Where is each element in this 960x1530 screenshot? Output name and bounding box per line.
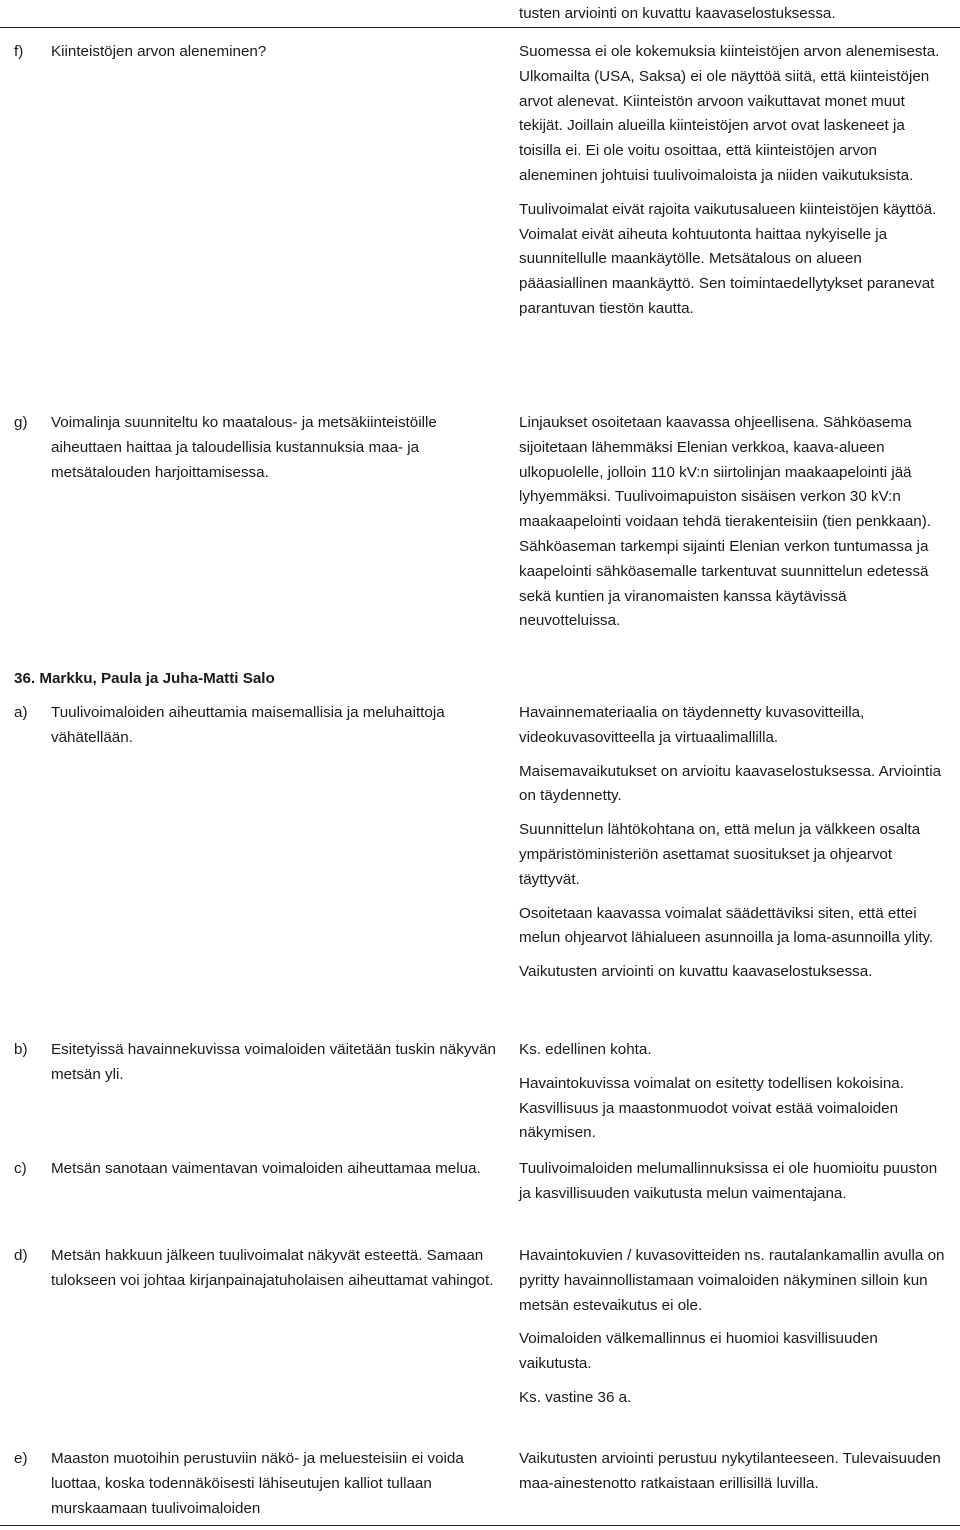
answer-e — [519, 1447, 949, 1497]
answer-paragraph: Linjaukset osoitetaan kaavassa ohjeellisena. Sähköasema sijoitetaan lähemmäksi Elenian verkkoa, kaava-alueen ulkopuolelle, jolloin 110 kV:n siirtolinjan maakaapelointi jää lyhyemmäksi. Tuulivoimapuiston sisäisen verkon 30 kV:n maakaapelointi voidaan tehdä tierakenteisiin (tien penkkaan). Sähköaseman tarkempi sijainti Elenian verkon tuntumassa ja kaapelointi sähköasemalle tarkentuvat suunnittelun edetessä sekä kuntien ja viranomaisten kanssa käytävissä neuvotteluissa. — [519, 414, 932, 630]
answer-b — [519, 1038, 949, 1146]
question-text: Maaston muotoihin perustuviin näkö- ja meluesteisiin ei voida luottaa, koska todennäköisesti lähiseutujen kalliot tullaan murskaamaan tuulivoimaloiden — [51, 1450, 464, 1517]
section-heading: 36. Markku, Paula ja Juha-Matti Salo — [14, 670, 275, 687]
question-e — [14, 1447, 494, 1517]
answer-d — [519, 1244, 949, 1411]
item-letter: b) — [14, 1041, 28, 1058]
table-bottom-border — [0, 1525, 960, 1526]
answer-paragraph: Havainnemateriaalia on täydennetty kuvasovitteilla, videokuvasovitteella ja virtuaalimallilla. — [519, 704, 865, 746]
question-c — [14, 1157, 494, 1182]
question-text: Metsän sanotaan vaimentavan voimaloiden aiheuttamaa melua. — [51, 1160, 481, 1177]
answer-paragraph: Tuulivoimalat eivät rajoita vaikutusalueen kiinteistöjen käyttöä. Voimalat eivät aiheuta kohtuutonta haittaa nykyiselle ja suunnitellulle maankäytölle. Metsätalous on alueen pääasiallinen maankäyttö. Sen toimintaedellytykset paranevat parantuvan tiestön kautta. — [519, 200, 937, 317]
question-text: Voimalinja suunniteltu ko maatalous- ja metsäkiinteistöille aiheuttaen haittaa ja taloudellisia kustannuksia maa- ja metsätalouden harjoittamisessa. — [51, 414, 437, 481]
answer-paragraph: Ks. edellinen kohta. — [519, 1041, 652, 1058]
answer-paragraph: Maisemavaikutukset on arvioitu kaavaselostuksessa. Arviointia on täydennetty. — [519, 762, 942, 805]
answer-paragraph: Tuulivoimaloiden melumallinnuksissa ei ole huomioitu puuston ja kasvillisuuden vaikutusta melun vaimentajana. — [519, 1160, 938, 1202]
table-top-row — [0, 0, 960, 28]
answer-paragraph: Osoitetaan kaavassa voimalat säädettäviksi siten, että ettei melun ohjearvot lähialueen asunnoilla ja loma-asunnoilla ylity. — [519, 904, 934, 947]
item-letter: f) — [14, 43, 24, 60]
answer-c — [519, 1157, 949, 1207]
answer-paragraph: Vaikutusten arviointi perustuu nykytilanteeseen. Tulevaisuuden maa-ainestenotto ratkaistaan erillisillä luvilla. — [519, 1450, 941, 1492]
item-letter: d) — [14, 1247, 28, 1264]
question-a — [14, 701, 494, 746]
continued-answer-text: tusten arviointi on kuvattu kaavaselostuksessa. — [519, 5, 836, 22]
answer-paragraph: Suomessa ei ole kokemuksia kiinteistöjen arvon alenemisesta. Ulkomailta (USA, Saksa) ei ole näyttöä siitä, että kiinteistöjen arvot alenevat. Kiinteistön arvoon vaikuttavat monet muut tekijät. Joillain alueilla kiinteistöjen arvot ovat laskeneet ja toisilla ei. Ei ole voitu osoittaa, että kiinteistöjen arvon aleneminen johtuisi tuulivoimaloista ja niiden vaikutuksista. — [519, 43, 940, 184]
answer-f — [519, 40, 949, 322]
answer-paragraph: Havaintokuvissa voimalat on esitetty todellisen kokoisina. Kasvillisuus ja maastonmuodot voivat estää voimaloiden näkymisen. — [519, 1074, 904, 1142]
answer-paragraph: Ks. vastine 36 a. — [519, 1388, 632, 1406]
question-f — [14, 40, 494, 65]
answer-paragraph: Havaintokuvien / kuvasovitteiden ns. rautalankamallin avulla on pyritty havainnollistamaan voimaloiden näkyminen silloin kun metsän estevaikutus ei ole. — [519, 1247, 945, 1314]
item-letter: c) — [14, 1160, 27, 1177]
question-d — [14, 1244, 494, 1289]
question-text: Esitetyissä havainnekuvissa voimaloiden väitetään tuskin näkyvän metsän yli. — [51, 1041, 496, 1083]
answer-paragraph: Suunnittelun lähtökohtana on, että melun ja välkkeen osalta ympäristöministeriön asettamat suositukset ja ohjearvot täyttyvät. — [519, 821, 921, 888]
answer-paragraph: Voimaloiden välkemallinnus ei huomioi kasvillisuuden vaikutusta. — [519, 1330, 878, 1373]
item-letter: g) — [14, 414, 28, 431]
answer-a — [519, 701, 949, 985]
item-letter: a) — [14, 704, 28, 721]
question-text: Tuulivoimaloiden aiheuttamia maisemallisia ja meluhaittoja vähätellään. — [51, 704, 445, 746]
question-g — [14, 411, 494, 481]
question-b — [14, 1038, 496, 1083]
answer-g — [519, 411, 949, 634]
answer-paragraph: Vaikutusten arviointi on kuvattu kaavaselostuksessa. — [519, 963, 873, 981]
question-text: Kiinteistöjen arvon aleneminen? — [51, 43, 267, 60]
question-text: Metsän hakkuun jälkeen tuulivoimalat näkyvät esteettä. Samaan tulokseen voi johtaa kirjanpainajatuholaisen aiheuttamat vahingot. — [51, 1247, 494, 1289]
item-letter: e) — [14, 1450, 28, 1467]
